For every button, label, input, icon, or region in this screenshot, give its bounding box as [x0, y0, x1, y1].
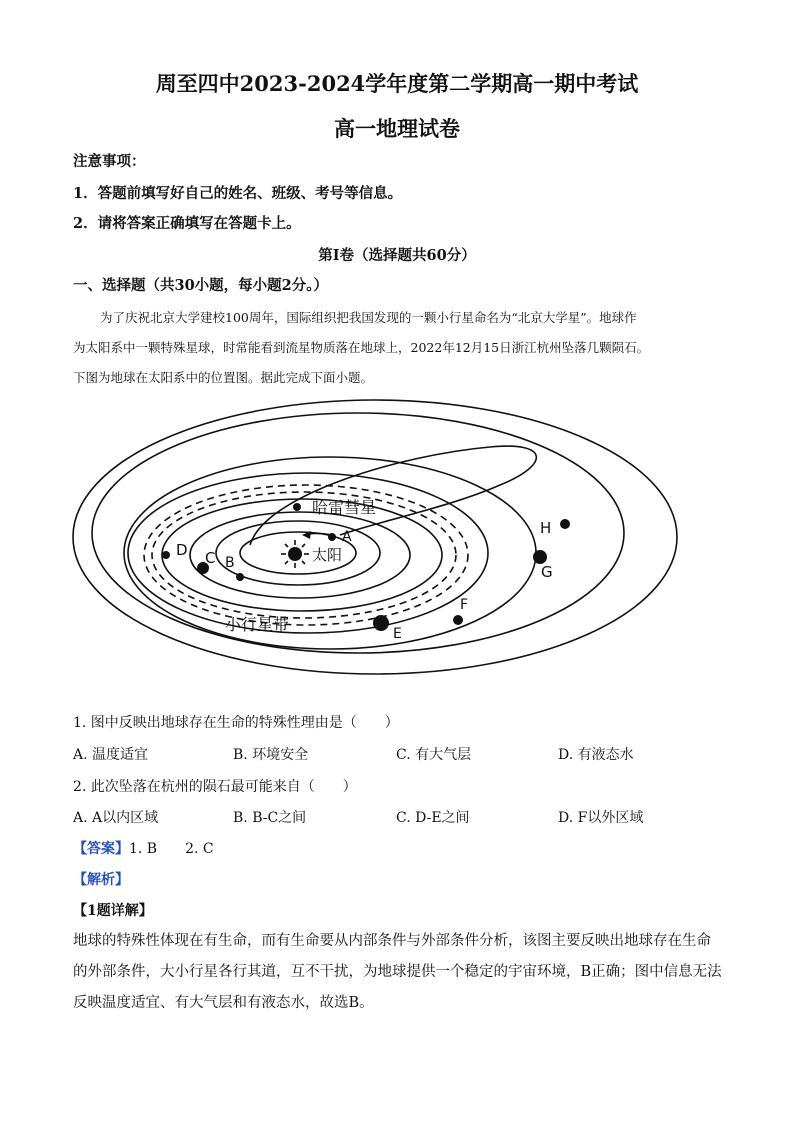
answer-text: 1. B 2. C — [129, 841, 214, 857]
label-e: E — [393, 626, 402, 642]
planet-g — [533, 550, 547, 564]
passage-line-2: 为太阳系中一颗特殊星球，时常能看到流星物质落在地球上，2022年12月15日浙江杭州坠落几颗陨石。 — [73, 340, 650, 355]
halley-comet — [293, 503, 301, 511]
orbit-d — [162, 499, 442, 611]
detail-label: 【1题详解】 — [73, 903, 153, 919]
exam-title: 周至四中2023-2024学年度第二学期高一期中考试 — [155, 71, 639, 96]
passage-line-3: 下图为地球在太阳系中的位置图。据此完成下面小题。 — [73, 370, 374, 385]
planet-f — [453, 615, 463, 625]
question-2-option-b: B. B-C之间 — [233, 810, 307, 826]
orbit-h — [73, 400, 677, 674]
asteroid-belt-label: 小行星带 — [225, 615, 290, 634]
label-f: F — [460, 597, 469, 613]
planet-h — [560, 519, 570, 529]
question-2-option-a: A. A以内区域 — [73, 810, 159, 826]
planet-a — [328, 533, 336, 541]
notice-item-1: 1．答题前填写好自己的姓名、班级、考号等信息。 — [73, 185, 403, 202]
question-1-option-b: B. 环境安全 — [233, 747, 309, 763]
asteroid-belt-outer — [144, 485, 468, 625]
analysis-label-text: 【解析】 — [73, 872, 129, 888]
question-2-option-c: C. D-E之间 — [396, 810, 470, 826]
planet-d — [162, 551, 170, 559]
notice-heading: 注意事项： — [73, 153, 146, 170]
comet-label: 哈雷彗星 — [312, 498, 377, 517]
passage-line-1: 为了庆祝北京大学建校100周年，国际组织把我国发现的一颗小行星命名为“北京大学星”。地球作 — [100, 310, 637, 325]
volume-heading: 第Ⅰ卷（选择题共60分） — [318, 247, 476, 264]
analysis-label — [73, 869, 129, 889]
planet-b — [236, 573, 244, 581]
analysis-paragraph: 地球的特殊性体现在有生命，而有生命要从内部条件与外部条件分析，该图主要反映出地球存在生命的外部条件，大小行星各行其道，互不干扰，为地球提供一个稳定的宇宙环境，B正确；图中信息无法反映温度适宜、有大气层和有液态水，故选B。 — [73, 933, 722, 1011]
question-1-option-d: D. 有液态水 — [558, 747, 634, 763]
label-b: B — [225, 555, 235, 571]
label-g: G — [541, 563, 553, 581]
part-heading: 一、选择题（共30小题，每小题2分。） — [73, 277, 329, 294]
question-1-option-c: C. 有大气层 — [396, 747, 472, 763]
sun-icon — [281, 540, 309, 568]
question-2-stem: 2. 此次坠落在杭州的陨石最可能来自（ ） — [73, 779, 357, 795]
answer-label: 【答案】 — [73, 841, 129, 857]
solar-system-diagram — [70, 395, 710, 705]
exam-subtitle: 高一地理试卷 — [334, 116, 460, 141]
question-1-option-a: A. 温度适宜 — [73, 747, 149, 763]
label-d: D — [176, 541, 188, 559]
label-c: C — [205, 549, 216, 567]
label-h: H — [540, 519, 552, 537]
sun-label: 太阳 — [312, 546, 343, 564]
question-2-option-d: D. F以外区域 — [558, 810, 644, 826]
planet-e — [373, 615, 389, 631]
notice-item-2: 2．请将答案正确填写在答题卡上。 — [73, 215, 301, 232]
answer-row — [73, 838, 214, 858]
question-1-stem: 1. 图中反映出地球存在生命的特殊性理由是（ ） — [73, 715, 399, 731]
label-a: A — [342, 529, 352, 545]
